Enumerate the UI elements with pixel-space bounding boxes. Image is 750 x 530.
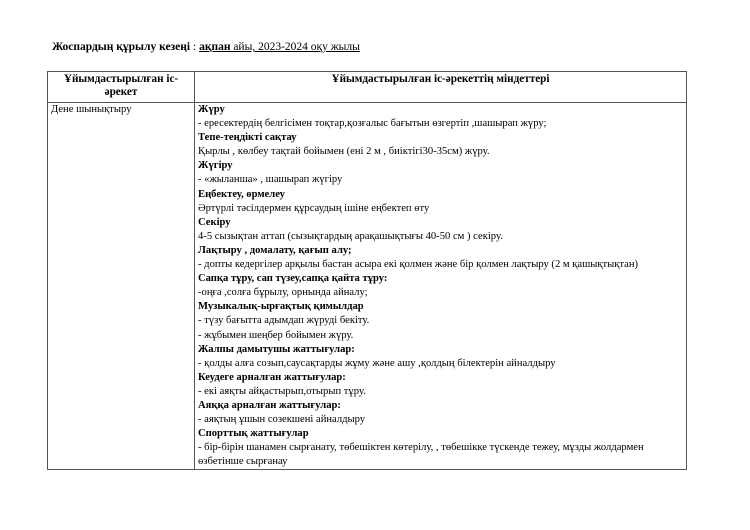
task-section-title: Музыкалық-ырғақтық қимылдар	[198, 301, 364, 313]
task-section-line: 4-5 сызықтан аттап (сызықтардың арақашықтығы 40-50 см ) секіру.	[198, 230, 503, 242]
tasks-cell	[195, 103, 687, 470]
plan-period-prefix: Жоспардың құрылу кезеңі	[52, 41, 191, 53]
task-section-title: Спорттық жаттығулар	[198, 428, 309, 440]
task-section-line: - допты кедергілер арқылы бастан асыра екі қолмен және бір қолмен лақтыру (2 м қашықтықтан)	[198, 259, 639, 271]
task-section-title: Сапқа тұру, сап түзеу,сапқа қайта тұру:	[198, 273, 388, 285]
plan-period-line	[52, 40, 360, 54]
plan-period-year: айы, 2023-2024 оқу жылы	[230, 41, 360, 53]
task-section-title: Еңбектеу, өрмелеу	[198, 188, 285, 200]
task-section-line: - түзу бағытта адымдап жүруді бекіту.	[198, 315, 370, 327]
task-section-title: Жалпы дамытушы жаттығулар:	[198, 343, 355, 355]
task-section-line: - ересектердің белгісімен тоқтар,қозғалыс бағытын өзгертіп ,шашырап жүру;	[198, 118, 547, 130]
task-section-title: Аяққа арналған жаттығулар:	[198, 399, 341, 411]
table-row	[48, 103, 687, 470]
task-section-line: - аяқтың ұшын созекшені айналдыру	[198, 414, 366, 426]
task-section-line: Қырлы , көлбеу тақтай бойымен (ені 2 м , биіктігі30-35см) жүру.	[198, 146, 490, 158]
task-section-line: - жұбымен шеңбер бойымен жүру.	[198, 329, 354, 341]
plan-period-separator: :	[190, 41, 200, 53]
activity-cell: Дене шынықтыру	[48, 103, 195, 470]
task-section-line: -оңға ,солға бұрылу, орнында айналу;	[198, 287, 368, 299]
task-section-title: Жүгіру	[198, 160, 233, 172]
table-header-row	[48, 72, 687, 103]
task-section-title: Лақтыру , домалату, қағып алу;	[198, 244, 352, 256]
task-section-title: Секіру	[198, 216, 231, 228]
task-section-line: - бір-бірін шанамен сырғанату, төбешіктен көтерілу, , төбешікке түскенде тежеу, мұзды жолдармен өзбетінше сырғанау	[198, 442, 644, 468]
task-section-line: - екі аяқты айқастырып,отырып тұру.	[198, 385, 366, 397]
header-activity: Ұйымдастырылған іс-әрекет	[48, 72, 195, 103]
task-section-line: - қолды алға созып,саусақтарды жұму және ашу ,қолдың білектерін айналдыру	[198, 357, 556, 369]
task-section-title: Кеудеге арналған жаттығулар:	[198, 371, 346, 383]
task-section-title: Тепе-теңдікті сақтау	[198, 132, 297, 144]
header-tasks: Ұйымдастырылған іс-әрекеттің міндеттері	[195, 72, 687, 103]
plan-table	[47, 71, 687, 470]
task-section-line: - «жыланша» , шашырап жүгіру	[198, 174, 343, 186]
plan-period-month: ақпан	[199, 41, 231, 53]
task-section-title: Жүру	[198, 104, 225, 115]
task-section-line: Әртүрлі тәсілдермен құрсаудың ішіне еңбектеп өту	[198, 202, 430, 214]
